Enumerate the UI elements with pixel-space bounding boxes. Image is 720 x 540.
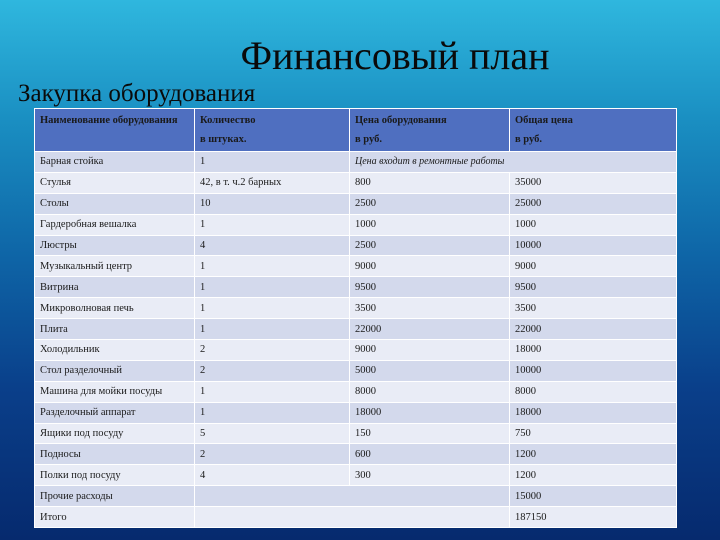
cell-qty: 1	[195, 381, 350, 402]
cell-total: 35000	[510, 172, 677, 193]
cell-name: Машина для мойки посуды	[35, 381, 195, 402]
cell-total: 18000	[510, 402, 677, 423]
cell-name: Гардеробная вешалка	[35, 214, 195, 235]
cell-qty: 1	[195, 214, 350, 235]
cell-name: Люстры	[35, 235, 195, 256]
cell-qty: 2	[195, 444, 350, 465]
cell-name: Итого	[35, 507, 195, 528]
header-total	[510, 109, 677, 152]
cell-total: 18000	[510, 340, 677, 361]
cell-qty: 2	[195, 340, 350, 361]
cell-name: Столы	[35, 193, 195, 214]
cell-name: Барная стойка	[35, 152, 195, 173]
cell-price: 3500	[350, 298, 510, 319]
cell-total: 8000	[510, 381, 677, 402]
table-row	[35, 193, 677, 214]
header-qty-line1: Количество	[200, 115, 256, 126]
cell-name: Музыкальный центр	[35, 256, 195, 277]
table-body	[35, 152, 677, 528]
table-row	[35, 277, 677, 298]
cell-qty: 1	[195, 402, 350, 423]
cell-price: 800	[350, 172, 510, 193]
cell-total: 22000	[510, 319, 677, 340]
cell-name: Разделочный аппарат	[35, 402, 195, 423]
table-row	[35, 319, 677, 340]
table-row	[35, 172, 677, 193]
cell-name: Подносы	[35, 444, 195, 465]
cell-price: 9000	[350, 256, 510, 277]
table-row	[35, 423, 677, 444]
header-qty-line2: в штуках.	[200, 134, 247, 145]
cell-price: 300	[350, 465, 510, 486]
table-row	[35, 235, 677, 256]
table-row	[35, 152, 677, 173]
cell-qty: 5	[195, 423, 350, 444]
cell-total: 1200	[510, 465, 677, 486]
cell-price: 9500	[350, 277, 510, 298]
cell-qty-blank	[195, 486, 510, 507]
cell-qty: 1	[195, 298, 350, 319]
cell-qty-blank	[195, 507, 510, 528]
cell-total: 9500	[510, 277, 677, 298]
cell-price: 8000	[350, 381, 510, 402]
header-price-line2: в руб.	[355, 134, 382, 145]
header-total-line1: Общая цена	[515, 115, 573, 126]
cell-total: 1000	[510, 214, 677, 235]
table-header-row	[35, 109, 677, 152]
cell-name: Полки под посуду	[35, 465, 195, 486]
header-total-line2: в руб.	[515, 134, 542, 145]
cell-total: 1200	[510, 444, 677, 465]
cell-name: Витрина	[35, 277, 195, 298]
cell-name: Ящики под посуду	[35, 423, 195, 444]
cell-price: 22000	[350, 319, 510, 340]
cell-qty: 42, в т. ч.2 барных	[195, 172, 350, 193]
table-row	[35, 298, 677, 319]
header-qty	[195, 109, 350, 152]
table-row	[35, 340, 677, 361]
cell-total: 9000	[510, 256, 677, 277]
cell-price: 600	[350, 444, 510, 465]
page-title: Финансовый план	[240, 33, 550, 78]
cell-name: Плита	[35, 319, 195, 340]
cell-price: 18000	[350, 402, 510, 423]
cell-price: 9000	[350, 340, 510, 361]
header-price	[350, 109, 510, 152]
cell-name: Прочие расходы	[35, 486, 195, 507]
cell-qty: 4	[195, 235, 350, 256]
cell-note: Цена входит в ремонтные работы	[350, 152, 677, 173]
cell-total: 3500	[510, 298, 677, 319]
cell-name: Стулья	[35, 172, 195, 193]
cell-qty: 1	[195, 256, 350, 277]
table-row	[35, 360, 677, 381]
cell-qty: 2	[195, 360, 350, 381]
cell-qty: 10	[195, 193, 350, 214]
cell-total: 25000	[510, 193, 677, 214]
cell-total: 750	[510, 423, 677, 444]
header-name-line1: Наименование оборудования	[40, 115, 178, 126]
cell-qty: 4	[195, 465, 350, 486]
cell-qty: 1	[195, 277, 350, 298]
table-row	[35, 214, 677, 235]
cell-qty: 1	[195, 319, 350, 340]
table-row	[35, 507, 677, 528]
page-subtitle: Закупка оборудования	[18, 80, 256, 107]
cell-price: 2500	[350, 235, 510, 256]
cell-name: Стол разделочный	[35, 360, 195, 381]
table-row	[35, 256, 677, 277]
cell-total: 10000	[510, 235, 677, 256]
cell-price: 5000	[350, 360, 510, 381]
table-row	[35, 444, 677, 465]
cell-name: Холодильник	[35, 340, 195, 361]
cell-total: 10000	[510, 360, 677, 381]
cell-price: 1000	[350, 214, 510, 235]
table-row	[35, 486, 677, 507]
equipment-table	[34, 108, 677, 528]
table-row	[35, 381, 677, 402]
header-name	[35, 109, 195, 152]
table-row	[35, 402, 677, 423]
cell-name: Микроволновая печь	[35, 298, 195, 319]
cell-total: 15000	[510, 486, 677, 507]
cell-price: 150	[350, 423, 510, 444]
table-row	[35, 465, 677, 486]
cell-total: 187150	[510, 507, 677, 528]
header-price-line1: Цена оборудования	[355, 115, 447, 126]
cell-price: 2500	[350, 193, 510, 214]
table-header	[35, 109, 677, 152]
cell-qty: 1	[195, 152, 350, 173]
